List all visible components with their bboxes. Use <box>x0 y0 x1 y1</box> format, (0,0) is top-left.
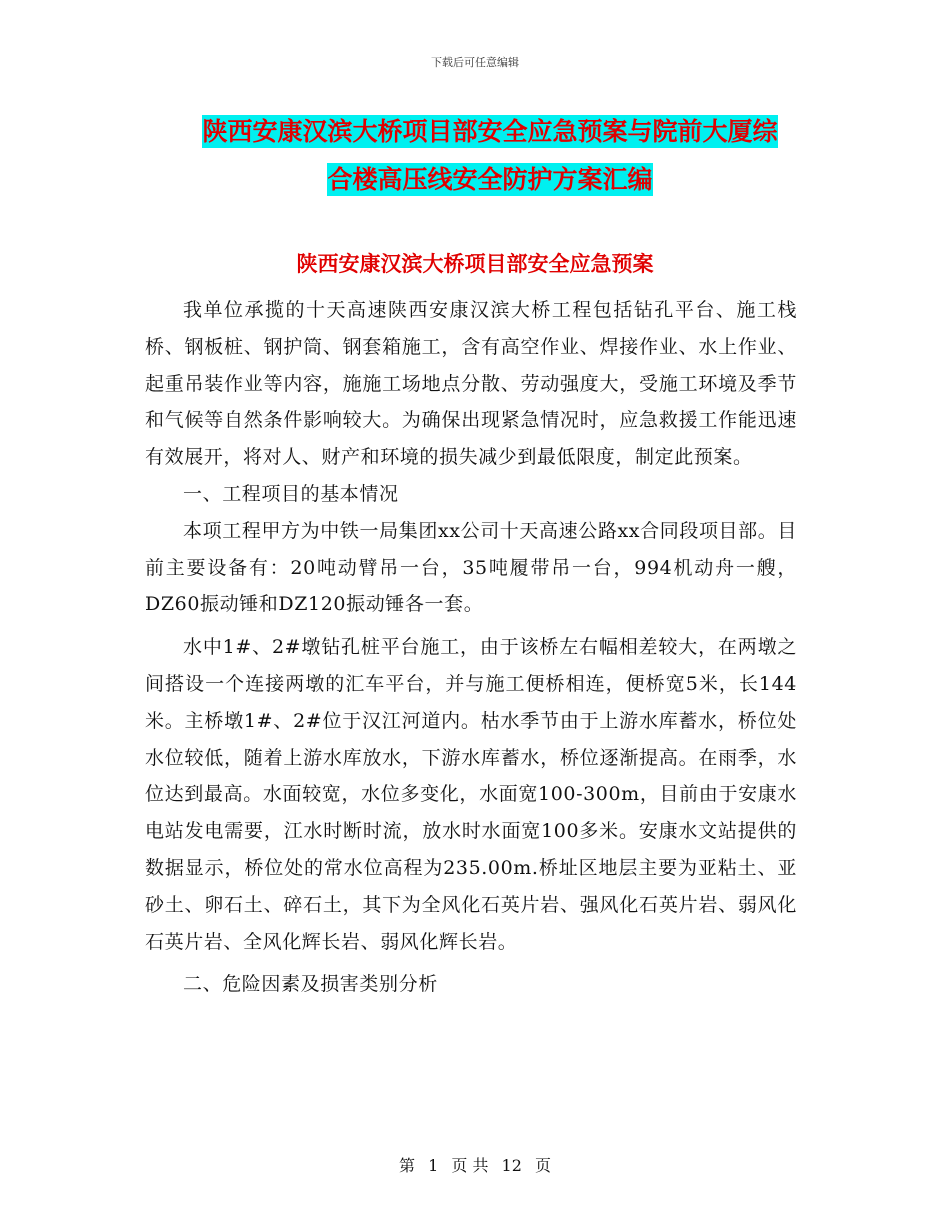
footer-mid: 页 共 <box>451 1156 489 1175</box>
paragraph-intro: 我单位承揽的十天高速陕西安康汉滨大桥工程包括钻孔平台、施工栈桥、钢板桩、钢护筒、钢套箱施工，含有高空作业、焊接作业、水上作业、起重吊装作业等内容，施施工场地点分散、劳动强度大，受施工环境及季节和气候等自然条件影响较大。为确保出现紧急情况时，应急救援工作能迅速有效展开，将对人、财产和环境的损失减少到最低限度，制定此预案。 <box>145 299 797 469</box>
footer-prefix: 第 <box>398 1156 415 1175</box>
footer-suffix: 页 <box>535 1156 552 1175</box>
section-title: 陕西安康汉滨大桥项目部安全应急预案 <box>296 252 654 276</box>
title-line-2 <box>150 156 830 204</box>
document-title <box>150 108 830 204</box>
heading-hazard-analysis: 二、危险因素及损害类别分析 <box>183 973 438 996</box>
paragraph-site-conditions: 水中1#、2#墩钻孔桩平台施工，由于该桥左右幅相差较大，在两墩之间搭设一个连接两墩的汇车平台，并与施工便桥相连，便桥宽5米，长144米。主桥墩1#、2#位于汉江河道内。枯水季节由于上游水库蓄水，桥位处水位较低，随着上游水库放水，下游水库蓄水，桥位逐渐提高。在雨季，水位达到最高。水面较宽，水位多变化，水面宽100-300m，目前由于安康水电站发电需要，江水时断时流，放水时水面宽100多米。安康水文站提供的数据显示，桥位处的常水位高程为235.00m.桥址区地层主要为亚粘土、亚砂土、卵石土、碎石土，其下为全风化石英片岩、强风化石英片岩、弱风化石英片岩、全风化辉长岩、弱风化辉长岩。 <box>145 636 797 953</box>
footer-page-number: 1 <box>428 1156 439 1175</box>
footer-total-pages: 12 <box>501 1156 522 1175</box>
title-line-1-text: 陕西安康汉滨大桥项目部安全应急预案与院前大厦综 <box>202 117 778 146</box>
page-footer <box>0 1153 950 1176</box>
header-note: 下载后可任意编辑 <box>431 56 519 69</box>
paragraph-client-equipment: 本项工程甲方为中铁一局集团xx公司十天高速公路xx合同段项目部。目前主要设备有：20吨动臂吊一台，35吨履带吊一台，994机动舟一艘，DZ60振动锤和DZ120振动锤各一套。 <box>145 519 797 616</box>
heading-project-overview: 一、工程项目的基本情况 <box>183 482 399 505</box>
title-line-1 <box>150 108 830 156</box>
document-body <box>145 292 797 1003</box>
title-line-2-text: 合楼高压线安全防护方案汇编 <box>327 165 653 194</box>
